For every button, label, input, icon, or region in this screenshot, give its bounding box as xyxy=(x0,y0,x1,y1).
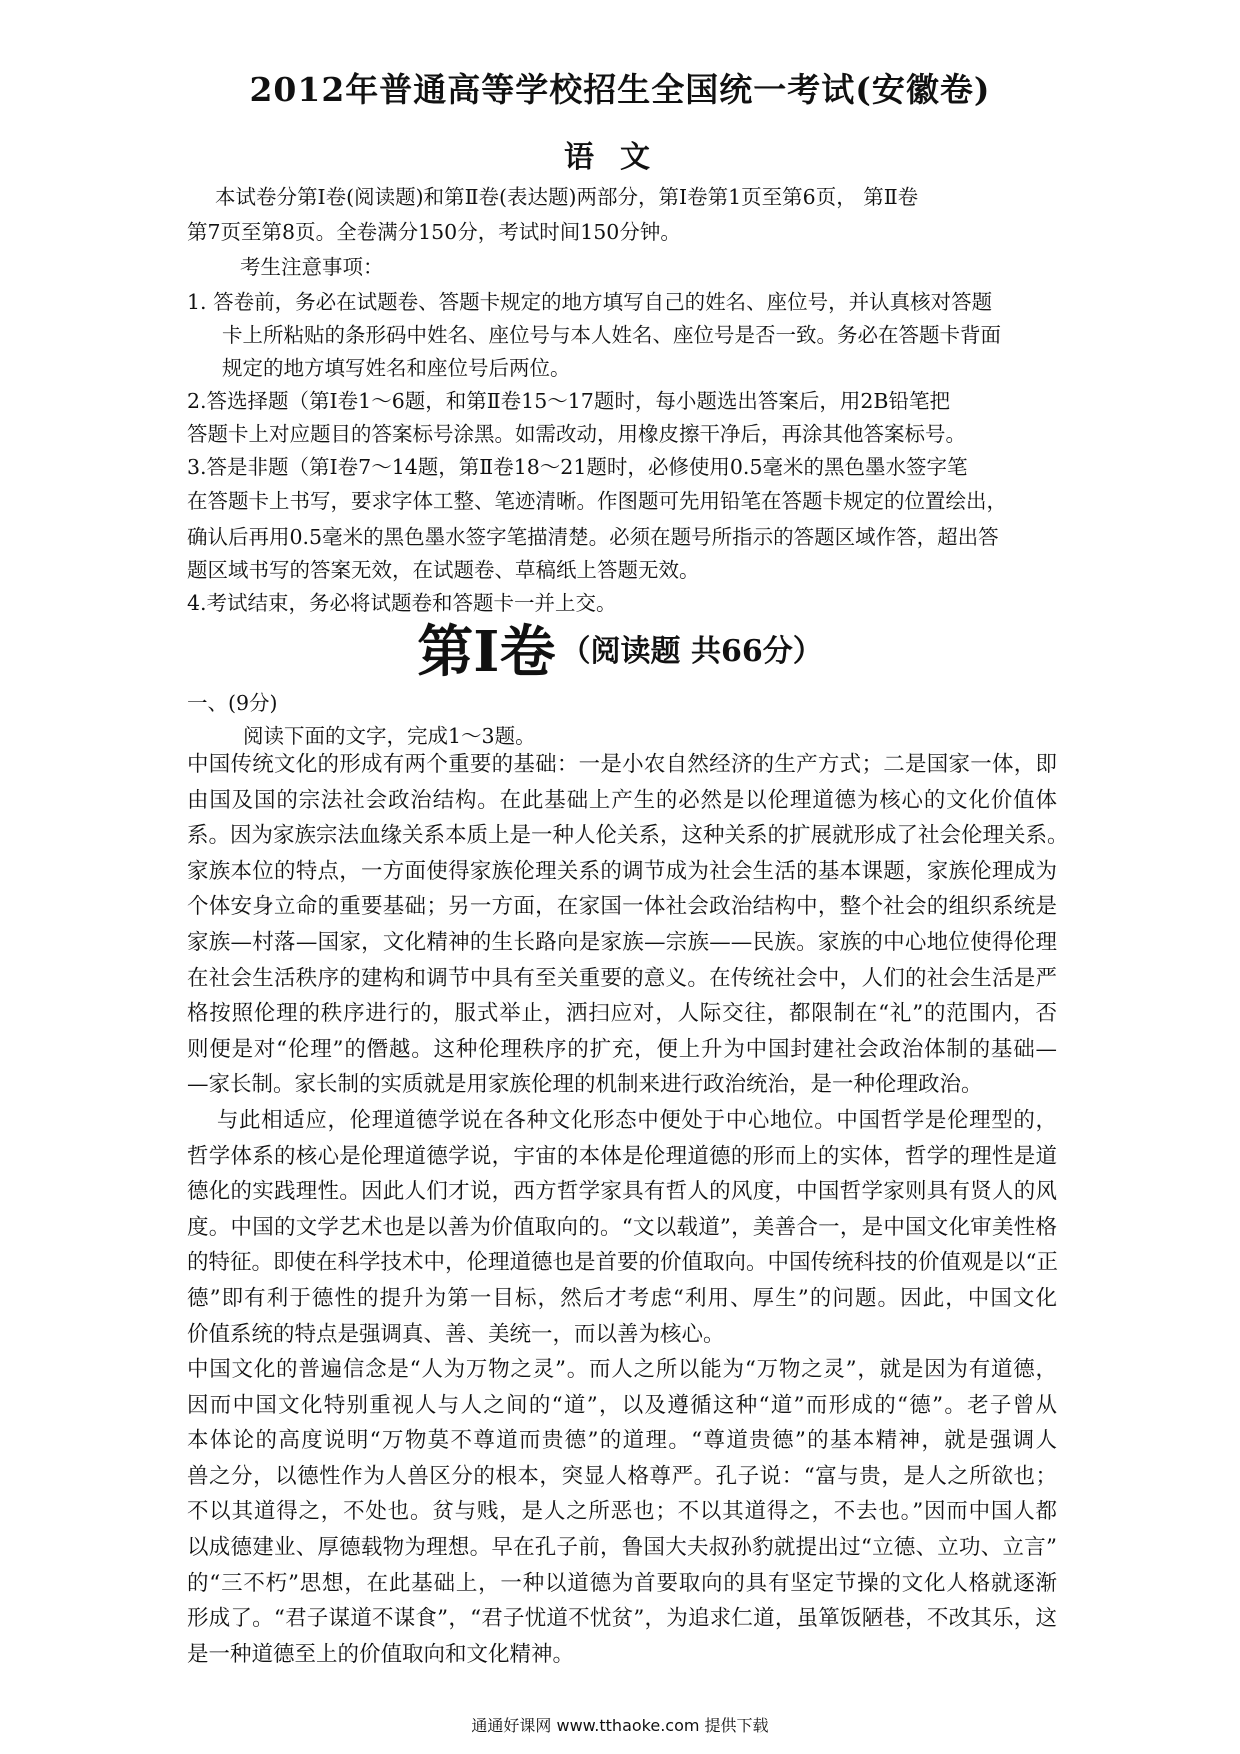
exam-title: 2012年普通高等学校招生全国统一考试(安徽卷) xyxy=(249,70,991,109)
intro-line-2: 第7页至第8页。全卷满分150分，考试时间150分钟。 xyxy=(187,220,681,244)
passage-line: 由国及国的宗法社会政治结构。在此基础上产生的必然是以伦理道德为核心的文化价值体 xyxy=(187,787,1057,813)
passage-line: 度。中国的文学艺术也是以善为价值取向的。“文以载道”，美善合一，是中国文化审美性格 xyxy=(187,1214,1057,1240)
part-one-subtitle: （阅读题 共66分） xyxy=(560,634,823,669)
reading-passage xyxy=(187,747,1069,1672)
part-one-heading xyxy=(0,608,1240,688)
passage-line: 形成了。“君子谋道不谋食”，“君子忧道不忧贫”，为追求仁道，虽箪饭陋巷，不改其乐，这 xyxy=(187,1606,1057,1632)
passage-line: 因而中国文化特别重视人与人之间的“道”，以及遵循这种“道”而形成的“德”。老子曾从 xyxy=(187,1392,1057,1418)
instruction-3-line-4: 题区域书写的答案无效，在试题卷、草稿纸上答题无效。 xyxy=(187,558,700,582)
instruction-2-line-1: 2.答选择题（第Ⅰ卷1～6题，和第Ⅱ卷15～17题时，每小题选出答案后，用2B铅笔把 xyxy=(187,389,950,413)
footer-credit: 通通好课网 www.tthaoke.com 提供下载 xyxy=(471,1716,769,1735)
part-one-title: 第Ⅰ卷 xyxy=(417,619,556,685)
passage-line: 系。因为家族宗法血缘关系本质上是一种人伦关系，这种关系的扩展就形成了社会伦理关系。 xyxy=(187,823,1069,849)
instruction-3-line-3: 确认后再用0.5毫米的黑色墨水签字笔描清楚。必须在题号所指示的答题区域作答，超出答 xyxy=(187,525,999,549)
passage-line: 价值系统的特点是强调真、善、美统一，而以善为核心。 xyxy=(187,1321,725,1347)
instruction-3-line-2: 在答题卡上书写，要求字体工整、笔迹清晰。作图题可先用铅笔在答题卡规定的位置绘出， xyxy=(187,489,1007,513)
section-prompt: 阅读下面的文字，完成1～3题。 xyxy=(243,724,536,748)
instruction-1-line-1: 1. 答卷前，务必在试题卷、答题卡规定的地方填写自己的姓名、座位号，并认真核对答题 xyxy=(187,290,993,314)
passage-line: 中国文化的普遍信念是“人为万物之灵”。而人之所以能为“万物之灵”，就是因为有道德， xyxy=(187,1357,1057,1383)
passage-line: 是一种道德至上的价值取向和文化精神。 xyxy=(187,1641,575,1667)
instruction-1-line-2: 卡上所粘贴的条形码中姓名、座位号与本人姓名、座位号是否一致。务必在答题卡背面 xyxy=(222,323,1001,347)
passage-line: 个体安身立命的重要基础；另一方面，在家国一体社会政治结构中，整个社会的组织系统是 xyxy=(187,894,1057,920)
passage-line: 中国传统文化的形成有两个重要的基础：一是小农自然经济的生产方式；二是国家一体，即 xyxy=(187,752,1057,777)
instruction-4-line-1: 4.考试结束，务必将试题卷和答题卡一并上交。 xyxy=(187,591,617,615)
passage-line: 家族本位的特点，一方面使得家族伦理关系的调节成为社会生活的基本课题，家族伦理成为 xyxy=(187,858,1057,884)
passage-line: 以成德建业、厚德载物为理想。早在孔子前，鲁国大夫叔孙豹就提出过“立德、立功、立言” xyxy=(187,1535,1057,1561)
passage-line: 兽之分，以德性作为人兽区分的根本，突显人格尊严。孔子说：“富与贵，是人之所欲也； xyxy=(187,1463,1057,1489)
intro-line-1: 本试卷分第Ⅰ卷(阅读题)和第Ⅱ卷(表达题)两部分，第Ⅰ卷第1页至第6页， 第Ⅱ卷 xyxy=(215,185,919,209)
passage-line: 则便是对“伦理”的僭越。这种伦理秩序的扩充，便上升为中国封建社会政治体制的基础— xyxy=(187,1036,1057,1062)
passage-line: 与此相适应，伦理道德学说在各种文化形态中便处于中心地位。中国哲学是伦理型的， xyxy=(187,1107,1057,1133)
passage-line: 哲学体系的核心是伦理道德学说，宇宙的本体是伦理道德的形而上的实体，哲学的理性是道 xyxy=(187,1143,1057,1169)
passage-line: 的特征。即使在科学技术中，伦理道德也是首要的价值取向。中国传统科技的价值观是以“正 xyxy=(187,1250,1058,1276)
instruction-1-line-3: 规定的地方填写姓名和座位号后两位。 xyxy=(222,356,571,380)
passage-line: 格按照伦理的秩序进行的，服式举止，洒扫应对，人际交往，都限制在“礼”的范围内，否 xyxy=(187,1001,1057,1027)
subject-title: 语文 xyxy=(564,140,676,175)
passage-line: 家族—村落—国家，文化精神的生长路向是家族—宗族——民族。家族的中心地位使得伦理 xyxy=(187,929,1057,955)
passage-line: 德”即有利于德性的提升为第一目标，然后才考虑“利用、厚生”的问题。因此，中国文化 xyxy=(187,1285,1057,1311)
instruction-3-line-1: 3.答是非题（第Ⅰ卷7～14题，第Ⅱ卷18～21题时，必修使用0.5毫米的黑色墨水签字笔 xyxy=(187,455,968,479)
section-label: 一、(9分) xyxy=(187,691,278,715)
passage-line: —家长制。家长制的实质就是用家族伦理的机制来进行政治统治，是一种伦理政治。 xyxy=(187,1072,983,1098)
passage-line: 不以其道得之，不处也。贫与贱，是人之所恶也；不以其道得之，不去也。”因而中国人都 xyxy=(187,1499,1057,1525)
passage-line: 的“三不朽”思想，在此基础上，一种以道德为首要取向的具有坚定节操的文化人格就逐渐 xyxy=(187,1570,1057,1596)
passage-line: 在社会生活秩序的建构和调节中具有至关重要的意义。在传统社会中，人们的社会生活是严 xyxy=(187,965,1057,991)
instruction-2-line-2: 答题卡上对应题目的答案标号涂黑。如需改动，用橡皮擦干净后，再涂其他答案标号。 xyxy=(187,422,966,446)
passage-line: 本体论的高度说明“万物莫不尊道而贵德”的道理。“尊道贵德”的基本精神，就是强调人 xyxy=(187,1428,1057,1454)
passage-line: 德化的实践理性。因此人们才说，西方哲学家具有哲人的风度，中国哲学家则具有贤人的风 xyxy=(187,1179,1057,1205)
notice-title: 考生注意事项： xyxy=(240,255,384,279)
